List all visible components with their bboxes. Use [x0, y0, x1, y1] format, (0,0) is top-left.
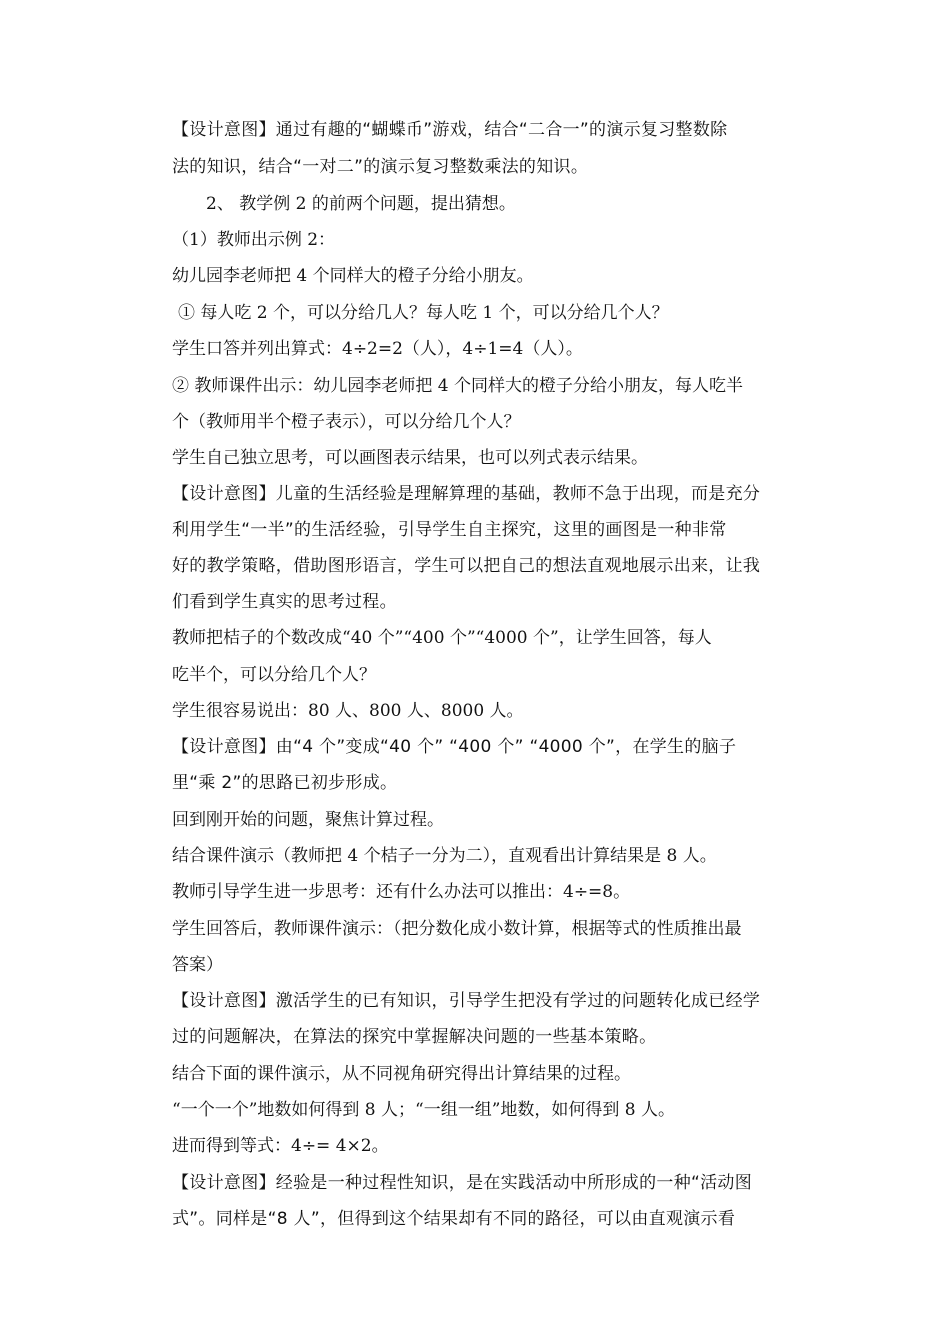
text-line: 学生口答并列出算式：4÷2=2（人），4÷1=4（人）。 [172, 339, 583, 359]
text-line: 吃半个，可以分给几个人？ [172, 665, 376, 685]
design-intent-line: 过的问题解决，在算法的探究中掌握解决问题的一些基本策略。 [172, 1027, 657, 1047]
text-line: ① 每人吃 2 个，可以分给几人？每人吃 1 个，可以分给几个人？ [178, 303, 669, 323]
design-intent-line: 【设计意图】儿童的生活经验是理解算理的基础，教师不急于出现，而是充分 [172, 484, 761, 504]
text-line: 2、 教学例 2 的前两个问题，提出猜想。 [206, 194, 516, 214]
text-line: 结合课件演示（教师把 4 个桔子一分为二），直观看出计算结果是 8 人。 [172, 846, 717, 866]
text-line: “一个一个”地数如何得到 8 人；“一组一组”地数，如何得到 8 人。 [172, 1100, 676, 1120]
design-intent-line: 【设计意图】通过有趣的“蝴蝶币”游戏，结合“二合一”的演示复习整数除 [172, 120, 728, 140]
text-line: 进而得到等式：4÷= 4×2。 [172, 1136, 389, 1156]
text-line: 幼儿园李老师把 4 个同样大的橙子分给小朋友。 [172, 266, 534, 286]
design-intent-line: 【设计意图】经验是一种过程性知识，是在实践活动中所形成的一种“活动图 [172, 1173, 753, 1193]
text-line: 答案） [172, 955, 223, 975]
text-line: 结合下面的课件演示，从不同视角研究得出计算结果的过程。 [172, 1064, 631, 1084]
design-intent-line: 【设计意图】激活学生的已有知识，引导学生把没有学过的问题转化成已经学 [172, 991, 761, 1011]
design-intent-line: 利用学生“一半”的生活经验，引导学生自主探究，这里的画图是一种非常 [172, 520, 727, 540]
text-line: 学生自己独立思考，可以画图表示结果，也可以列式表示结果。 [172, 448, 648, 468]
design-intent-line: 们看到学生真实的思考过程。 [172, 592, 397, 612]
text-line: 教师引导学生进一步思考：还有什么办法可以推出：4÷=8。 [172, 882, 631, 902]
text-line: 教师把桔子的个数改成“40 个”“400 个”“4000 个”，让学生回答，每人 [172, 628, 712, 648]
text-line: 学生回答后，教师课件演示：（把分数化成小数计算，根据等式的性质推出最 [172, 919, 742, 939]
text-line: 个（教师用半个橙子表示），可以分给几个人？ [172, 412, 521, 432]
design-intent-line: 式”。同样是“8 人”，但得到这个结果却有不同的路径，可以由直观演示看 [172, 1209, 736, 1229]
text-line: 回到刚开始的问题，聚焦计算过程。 [172, 810, 444, 830]
design-intent-line: 【设计意图】由“4 个”变成“40 个” “400 个” “4000 个”，在学生的脑子 [172, 737, 737, 757]
design-intent-line: 好的教学策略，借助图形语言，学生可以把自己的想法直观地展示出来，让我 [172, 556, 761, 576]
design-intent-line: 法的知识，结合“一对二”的演示复习整数乘法的知识。 [172, 157, 589, 177]
text-line: 学生很容易说出：80 人、800 人、8000 人。 [172, 701, 524, 721]
text-line: （1）教师出示例 2： [172, 230, 336, 250]
text-line: ② 教师课件出示：幼儿园李老师把 4 个同样大的橙子分给小朋友，每人吃半 [172, 376, 744, 396]
design-intent-line: 里“乘 2”的思路已初步形成。 [172, 773, 398, 793]
